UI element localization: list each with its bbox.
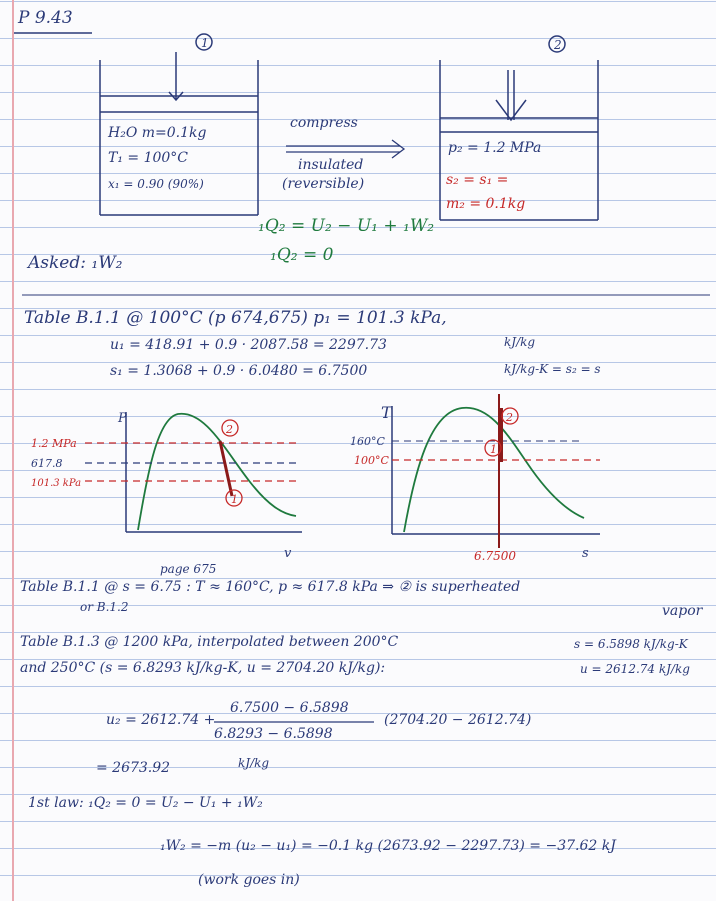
ts-dome-curve (404, 408, 584, 532)
table-b13-line-1: Table B.1.3 @ 1200 kPa, interpolated between 200°C (20, 634, 399, 650)
table-b11-line-2-unit: kJ/kg (504, 335, 536, 349)
first-law-line: 1st law: ₁Q₂ = 0 = U₂ − U₁ + ₁W₂ (28, 795, 263, 811)
table-b11-line-1: Table B.1.1 @ 100°C (p 674,675) p₁ = 101.3 kPa, (24, 308, 447, 328)
pv-dome-curve (138, 414, 296, 530)
heat-zero: ₁Q₂ = 0 (270, 245, 334, 265)
ts-y-axis-label: T (381, 403, 392, 422)
state-2-line-3: m₂ = 0.1kg (446, 196, 526, 212)
pv-diagram (31, 411, 302, 561)
process-arrow (286, 140, 404, 158)
state-2-line-2: s₂ = s₁ = (446, 172, 509, 188)
process-label-2: insulated (298, 157, 364, 173)
pv-label-high: 1.2 MPa (31, 437, 77, 450)
lookup-alt-note: or B.1.2 (80, 600, 129, 614)
state-2-marker: 2 (554, 38, 562, 52)
state-1-line-2: T₁ = 100°C (108, 150, 189, 166)
pv-x-axis-label: v (284, 546, 292, 561)
interp-result-unit: kJ/kg (238, 756, 270, 770)
work-note: (work goes in) (198, 872, 300, 888)
ts-s-value: 6.7500 (474, 549, 516, 563)
process-label-3: (reversible) (282, 176, 365, 192)
problem-title: P 9.43 (18, 8, 73, 28)
state-1-line-3: x₁ = 0.90 (90%) (108, 177, 204, 191)
pv-label-low: 101.3 kPa (31, 478, 82, 489)
work-result: ₁W₂ = −m (u₂ − u₁) = −0.1 kg (2673.92 − 2297.73) = −37.62 kJ (160, 838, 616, 854)
interp-lhs: u₂ = 2612.74 + (106, 712, 216, 728)
interp-denominator: 6.8293 − 6.5898 (214, 726, 333, 742)
lookup-page-note: page 675 (160, 562, 217, 576)
interp-result: = 2673.92 (96, 760, 171, 776)
state-2-line-1: p₂ = 1.2 MPa (448, 140, 542, 156)
table-b11-line-3-unit: kJ/kg-K = s₂ = s (504, 362, 601, 376)
pv-point-2-label: 2 (226, 423, 233, 436)
interp-numerator: 6.7500 − 6.5898 (230, 700, 349, 716)
state-1-line-1: H₂O m=0.1kg (108, 125, 207, 141)
lookup-line-cont: vapor (662, 603, 703, 619)
table-b13-line-2: and 250°C (s = 6.8293 kJ/kg-K, u = 2704.20 kJ/kg): (20, 660, 386, 676)
ts-label-low: 100°C (354, 454, 389, 467)
ts-label-high: 160°C (350, 435, 385, 448)
table-b13-paren-1: s = 6.5898 kJ/kg-K (574, 637, 688, 651)
ts-diagram (350, 394, 600, 563)
interp-rhs: (2704.20 − 2612.74) (384, 712, 532, 728)
ts-x-axis-label: s (582, 546, 589, 561)
pv-point-1-label: 1 (231, 493, 238, 506)
table-b11-line-2: u₁ = 418.91 + 0.9 · 2087.58 = 2297.73 (110, 337, 387, 353)
ts-point-2-label: 2 (506, 411, 513, 424)
lookup-line: Table B.1.1 @ s = 6.75 : T ≈ 160°C, p ≈ 617.8 kPa ⇒ ② is superheated (20, 579, 521, 595)
energy-equation: ₁Q₂ = U₂ − U₁ + ₁W₂ (258, 216, 435, 236)
cylinder-state-2 (440, 36, 598, 220)
pv-label-sat: 617.8 (31, 457, 63, 470)
table-b13-paren-2: u = 2612.74 kJ/kg (580, 662, 690, 676)
asked-line: Asked: ₁W₂ (28, 253, 123, 273)
process-label-1: compress (290, 115, 358, 131)
table-b11-line-3: s₁ = 1.3068 + 0.9 · 6.0480 = 6.7500 (110, 363, 368, 379)
pv-y-axis-label: P (118, 411, 127, 426)
ts-point-1-label: 1 (490, 443, 497, 456)
state-1-marker: 1 (201, 36, 209, 50)
